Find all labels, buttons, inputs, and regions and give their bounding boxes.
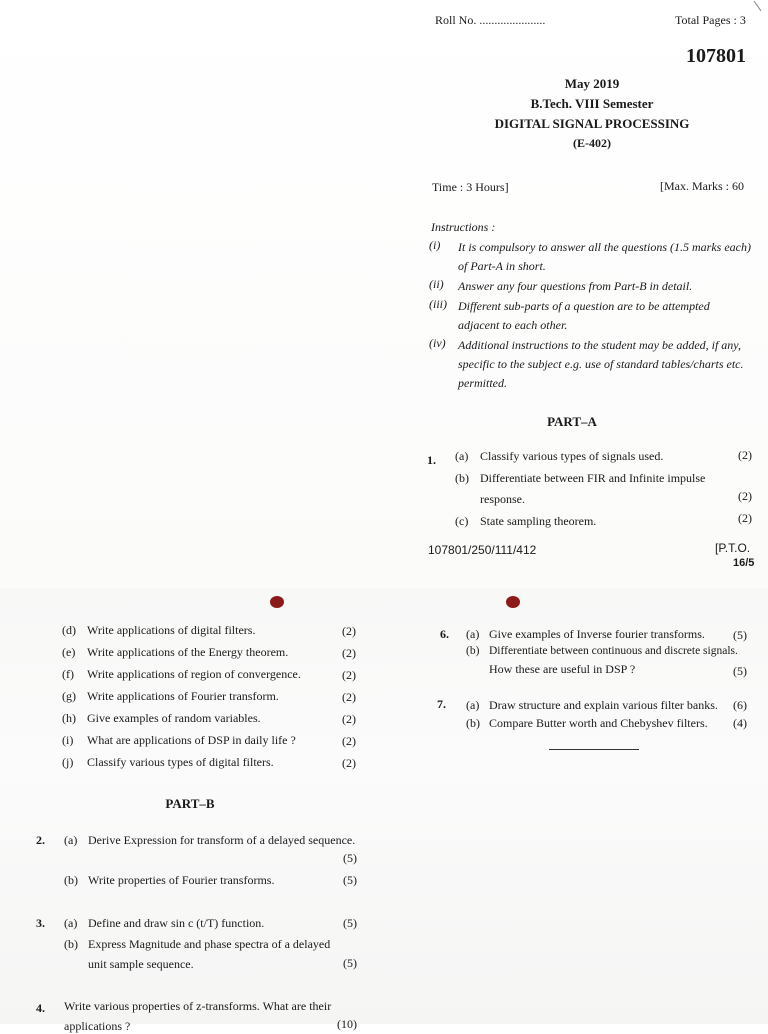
question-text: Write properties of Fourier transforms. — [88, 873, 275, 887]
question-label: (a) — [466, 698, 480, 712]
question-label: (b) — [455, 471, 469, 485]
course-name: B.Tech. VIII Semester — [530, 96, 654, 111]
question-text: Differentiate between FIR and Infinite impulse — [480, 471, 706, 485]
question-label: (a) — [466, 627, 480, 641]
question-label: (c) — [455, 514, 469, 528]
question-label: (b) — [466, 645, 480, 657]
question-marks: (5) — [343, 916, 357, 930]
question-label: (a) — [64, 833, 78, 847]
question-text: What are applications of DSP in daily life ? — [87, 733, 296, 747]
question-marks: (2) — [342, 712, 356, 726]
question-label: (h) — [62, 711, 76, 725]
question-label: (d) — [62, 623, 76, 637]
question-number: 1. — [427, 453, 436, 467]
question-text: Write applications of region of convergence. — [87, 667, 301, 681]
paper-code: 107801 — [686, 45, 746, 67]
question-text: Classify various types of signals used. — [480, 449, 664, 463]
instruction-number: (iv) — [429, 336, 446, 350]
question-marks: (4) — [733, 716, 747, 730]
roll-number: Roll No. ...................... — [435, 13, 546, 27]
instruction-item — [429, 297, 754, 335]
end-rule — [549, 749, 639, 750]
time-allowed: Time : 3 Hours] — [432, 180, 509, 194]
question-marks: (5) — [343, 956, 357, 970]
question-marks: (5) — [343, 851, 357, 865]
question-marks: (2) — [342, 734, 356, 748]
question-text: Write applications of digital filters. — [87, 623, 256, 637]
question-text: Write applications of the Energy theorem. — [87, 645, 289, 659]
question-label: (a) — [64, 916, 78, 930]
question-text: Classify various types of digital filters. — [87, 755, 274, 769]
question-label: (j) — [62, 755, 74, 769]
question-marks: (10) — [337, 1017, 357, 1031]
instruction-item — [429, 336, 754, 393]
question-marks: (5) — [733, 664, 747, 678]
question-number: 7. — [437, 697, 446, 711]
instruction-number: (iii) — [429, 297, 447, 311]
subject-code: (E-402) — [573, 136, 611, 150]
question-marks: (2) — [342, 668, 356, 682]
question-number: 6. — [440, 627, 449, 641]
question-marks: (2) — [342, 690, 356, 704]
pto-mark: [P.T.O. — [715, 541, 751, 555]
question-label: (i) — [62, 733, 74, 747]
question-text: Compare Butter worth and Chebyshev filters. — [489, 716, 708, 730]
question-marks: (2) — [342, 756, 356, 770]
question-text: Give examples of Inverse fourier transforms. — [489, 627, 705, 641]
subject-title: DIGITAL SIGNAL PROCESSING — [494, 116, 690, 131]
instruction-number: (ii) — [429, 277, 444, 291]
total-pages: Total Pages : 3 — [675, 13, 746, 27]
question-label: (a) — [455, 449, 469, 463]
question-text: Write various properties of z-transforms. What are their — [64, 999, 332, 1013]
question-text: Differentiate between continuous and discrete signals. — [489, 645, 738, 657]
question-text-continued: unit sample sequence. — [88, 957, 194, 971]
part-b-title: PART–B — [165, 796, 215, 811]
question-marks: (2) — [342, 646, 356, 660]
question-label: (b) — [466, 716, 480, 730]
punch-hole — [506, 596, 520, 608]
question-label: (g) — [62, 689, 76, 703]
instruction-item — [429, 238, 754, 276]
question-text: Write applications of Fourier transform. — [87, 689, 279, 703]
question-label: (f) — [62, 667, 74, 681]
question-text-continued: How these are useful in DSP ? — [489, 662, 636, 676]
instruction-text: Answer any four questions from Part-B in detail. — [458, 279, 693, 293]
question-marks: (2) — [342, 624, 356, 638]
question-text-continued: applications ? — [64, 1019, 131, 1033]
question-text: Define and draw sin c (t/T) function. — [88, 916, 265, 930]
question-text-continued: response. — [480, 492, 525, 506]
question-number: 2. — [36, 833, 45, 847]
footer-code: 107801/250/111/412 — [428, 543, 537, 557]
question-marks: (5) — [733, 628, 747, 642]
question-marks: (5) — [343, 873, 357, 887]
question-marks: (2) — [738, 448, 752, 462]
instruction-item — [429, 277, 754, 296]
question-marks: (6) — [733, 698, 747, 712]
question-label: (b) — [64, 937, 78, 951]
question-label: (e) — [62, 645, 76, 659]
part-a-title: PART–A — [547, 414, 597, 429]
max-marks: [Max. Marks : 60 — [660, 179, 744, 193]
question-text: Express Magnitude and phase spectra of a delayed — [88, 937, 331, 951]
instruction-text: Additional instructions to the student may be added, if any, specific to the subject e.g. use of standard tables/charts etc. permitted. — [458, 338, 744, 390]
question-text: State sampling theorem. — [480, 514, 597, 528]
instruction-text: It is compulsory to answer all the questions (1.5 marks each) of Part-A in short. — [458, 240, 751, 273]
exam-date: May 2019 — [564, 76, 620, 91]
question-text: Give examples of random variables. — [87, 711, 261, 725]
question-number: 4. — [36, 1001, 45, 1015]
instruction-text: Different sub-parts of a question are to be attempted adjacent to each other. — [458, 299, 710, 332]
question-marks: (2) — [738, 511, 752, 525]
question-number: 3. — [36, 916, 45, 930]
question-text: Derive Expression for transform of a delayed sequence. — [88, 833, 356, 847]
punch-hole — [270, 596, 284, 608]
instructions-title: Instructions : — [431, 220, 496, 234]
question-label: (b) — [64, 873, 78, 887]
footer-date: 16/5 — [733, 557, 755, 569]
question-text: Draw structure and explain various filter banks. — [489, 698, 718, 712]
question-marks: (2) — [738, 489, 752, 503]
instruction-number: (i) — [429, 238, 441, 252]
